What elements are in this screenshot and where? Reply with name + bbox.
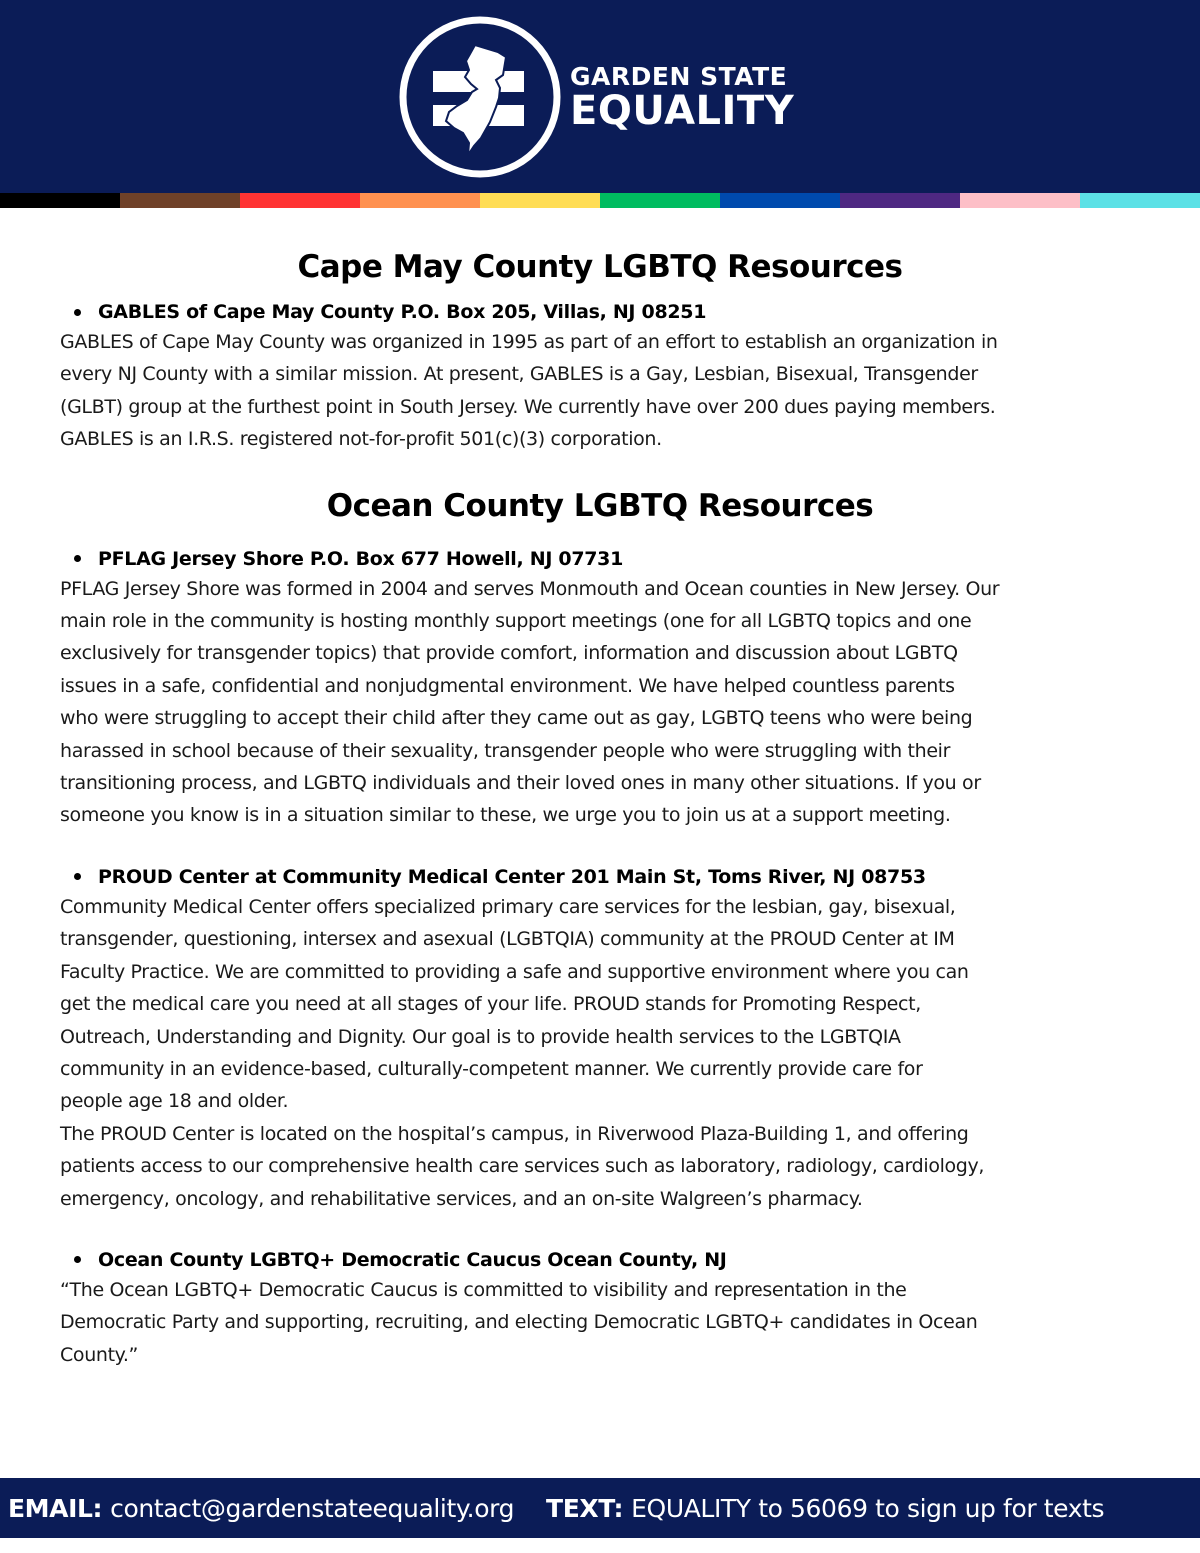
resource-heading-text: Ocean County LGBTQ+ Democratic Caucus Ocean County, NJ [98, 1248, 727, 1271]
text-line: PFLAG Jersey Shore was formed in 2004 and serves Monmouth and Ocean counties in New Jersey. Our [60, 577, 1000, 600]
resource-heading [74, 1249, 1160, 1271]
text-line: every NJ County with a similar mission. At present, GABLES is a Gay, Lesbian, Bisexual, Transgender [60, 363, 978, 386]
text-line: harassed in school because of their sexuality, transgender people who were struggling with their [60, 739, 951, 762]
header-banner [0, 0, 1200, 193]
stripe-segment [1080, 193, 1200, 208]
stripe-segment [240, 193, 360, 208]
resource-entry-proud-center [60, 866, 1160, 1215]
section-title: Cape May County LGBTQ Resources [297, 249, 903, 285]
text-label: TEXT: [546, 1493, 624, 1523]
stripe-segment [120, 193, 240, 208]
resource-entry-democratic-caucus [60, 1249, 1160, 1371]
section-ocean [60, 488, 1160, 1372]
text-line: who were struggling to accept their child after they came out as gay, LGBTQ teens who were being [60, 707, 973, 730]
bullet-icon [74, 309, 81, 316]
text-line: Outreach, Understanding and Dignity. Our goal is to provide health services to the LGBTQIA [60, 1025, 901, 1048]
text-line: main role in the community is hosting monthly support meetings (one for all LGBTQ topics and one [60, 610, 972, 633]
section-cape-may [60, 249, 1160, 456]
stripe-segment [360, 193, 480, 208]
logo-wordmark [570, 61, 795, 134]
logo-line-1: GARDEN STATE [570, 61, 788, 91]
logo-line-2: EQUALITY [570, 87, 795, 134]
resource-heading-text: PROUD Center at Community Medical Center 201 Main St, Toms River, NJ 08753 [98, 865, 926, 888]
text-line: transgender, questioning, intersex and asexual (LGBTQIA) community at the PROUD Center at IM [60, 928, 955, 951]
text-line: The PROUD Center is located on the hospital’s campus, in Riverwood Plaza-Building 1, and offering [60, 1122, 969, 1145]
text-signup-instructions: EQUALITY to 56069 to sign up for texts [631, 1493, 1105, 1523]
bullet-icon [74, 1256, 81, 1263]
text-line: patients access to our comprehensive health care services such as laboratory, radiology, cardiology, [60, 1155, 985, 1178]
text-line: community in an evidence-based, culturally-competent manner. We currently provide care for [60, 1057, 923, 1080]
resource-heading-text: GABLES of Cape May County P.O. Box 205, Villas, NJ 08251 [98, 301, 707, 323]
resource-entry-gables [60, 301, 1160, 456]
text-line: transitioning process, and LGBTQ individuals and their loved ones in many other situations. If you or [60, 772, 981, 795]
text-line: exclusively for transgender topics) that provide comfort, information and discussion about LGBTQ [60, 642, 958, 665]
stripe-segment [840, 193, 960, 208]
text-line: Faculty Practice. We are committed to providing a safe and supportive environment where you can [60, 960, 969, 983]
stripe-segment [600, 193, 720, 208]
stripe-segment [480, 193, 600, 208]
stripe-segment [0, 193, 120, 208]
resource-description [60, 326, 1160, 456]
document-body [60, 245, 1160, 1371]
resource-description [60, 891, 1160, 1215]
resource-heading-text: PFLAG Jersey Shore P.O. Box 677 Howell, NJ 07731 [98, 547, 624, 570]
text-line: County.” [60, 1343, 139, 1366]
text-line: Democratic Party and supporting, recruiting, and electing Democratic LGBTQ+ candidates in Ocean [60, 1311, 978, 1334]
text-line: issues in a safe, confidential and nonjudgmental environment. We have helped countless parents [60, 674, 955, 697]
resource-heading [74, 548, 1160, 570]
resource-heading [74, 866, 1160, 888]
text-line: people age 18 and older. [60, 1090, 289, 1113]
section-title: Ocean County LGBTQ Resources [326, 487, 874, 524]
resource-description [60, 1274, 1160, 1371]
text-line: someone you know is in a situation similar to these, we urge you to join us at a support meeting. [60, 804, 951, 827]
footer-text-signup [546, 1494, 1104, 1523]
text-line: GABLES of Cape May County was organized in 1995 as part of an effort to establish an organization in [60, 331, 998, 353]
text-line: GABLES is an I.R.S. registered not-for-profit 501(c)(3) corporation. [60, 428, 662, 451]
nj-equality-logo-icon [397, 14, 563, 180]
bullet-icon [74, 555, 81, 562]
pride-color-stripe [0, 193, 1200, 208]
resource-entry-pflag [60, 548, 1160, 832]
stripe-segment [720, 193, 840, 208]
text-line: Community Medical Center offers specialized primary care services for the lesbian, gay, bisexual, [60, 895, 956, 918]
text-line: get the medical care you need at all stages of your life. PROUD stands for Promoting Respect, [60, 993, 921, 1016]
bullet-icon [74, 873, 81, 880]
resource-description [60, 573, 1160, 832]
contact-footer [0, 1478, 1200, 1538]
text-line: emergency, oncology, and rehabilitative services, and an on-site Walgreen’s pharmacy. [60, 1187, 863, 1210]
footer-email [8, 1494, 514, 1523]
text-line: (GLBT) group at the furthest point in South Jersey. We currently have over 200 dues paying members. [60, 395, 996, 418]
stripe-segment [960, 193, 1080, 208]
email-link[interactable]: contact@gardenstateequality.org [110, 1493, 515, 1523]
logo[interactable] [397, 12, 817, 182]
email-label: EMAIL: [8, 1493, 103, 1523]
resource-heading [74, 301, 1160, 323]
text-line: “The Ocean LGBTQ+ Democratic Caucus is committed to visibility and representation in the [60, 1278, 907, 1301]
